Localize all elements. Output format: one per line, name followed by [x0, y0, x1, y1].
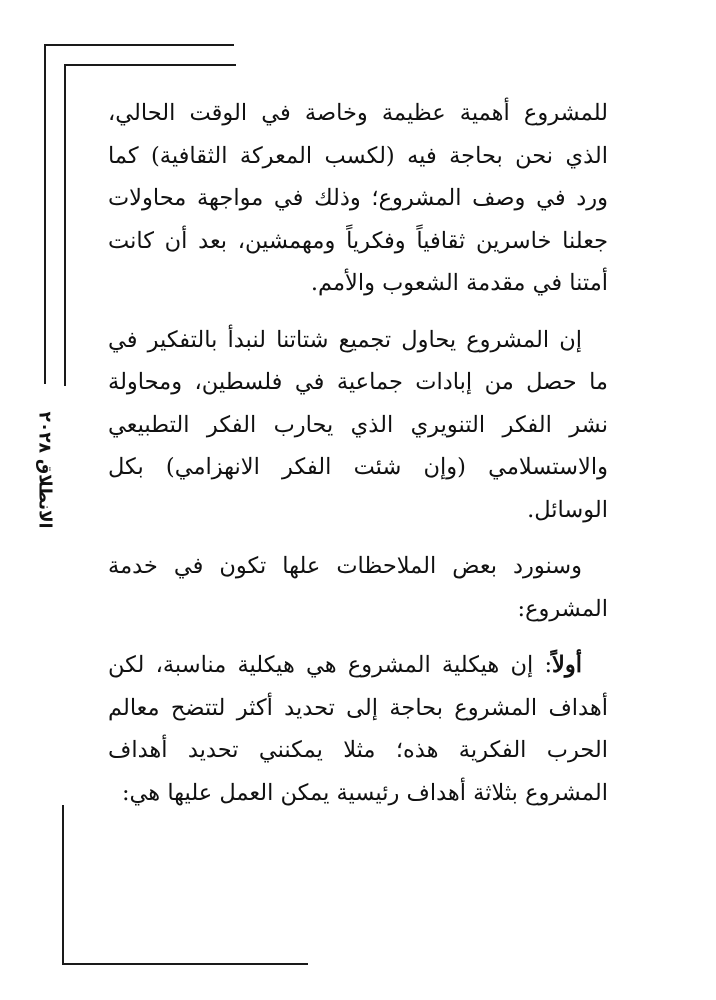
frame-left-inner-line [64, 64, 66, 386]
paragraph-1: للمشروع أهمية عظيمة وخاصة في الوقت الحالي، الذي نحن بحاجة فيه (لكسب المعركة الثقافية) كما ورد في وصف المشروع؛ وذلك في مواجهة محاولات جعلنا خاسرين ثقافياً وفكرياً ومهمشين، بعد أن كانت أمتنا في مقدمة الشعوب والأمم. [108, 100, 608, 296]
point-one-text: : إن هيكلية المشروع هي هيكلية مناسبة، لكن أهداف المشروع بحاجة إلى تحديد أكثر لتتضح معالم الحرب الفكرية هذه؛ مثلا يمكنني تحديد أهداف المشروع بثلاثة أهداف رئيسية يمكن العمل عليها هي: [108, 652, 608, 806]
frame-bottom-left-line [62, 805, 64, 965]
frame-top-inner-line [64, 64, 236, 66]
paragraph-2: إن المشروع يحاول تجميع شتاتنا لنبدأ بالتفكير في ما حصل من إبادات جماعية في فلسطين، ومحاولة نشر الفكر التنويري الذي يحارب الفكر التطبيعي والاستسلامي (وإن شئت الفكر الانهزامي) بكل الوسائل. [108, 326, 608, 523]
page-body-text [108, 92, 608, 828]
frame-bottom-line [62, 963, 308, 965]
book-title-side-label [24, 395, 64, 545]
book-title-text: الانطلاق ٢٠٢٨ [34, 411, 55, 529]
paragraph-4 [108, 644, 608, 814]
paragraph-3: وسنورد بعض الملاحظات علها تكون في خدمة المشروع: [108, 553, 608, 622]
frame-left-outer-line [44, 44, 46, 384]
point-one-label: أولاً [552, 652, 582, 678]
frame-top-outer-line [44, 44, 234, 46]
